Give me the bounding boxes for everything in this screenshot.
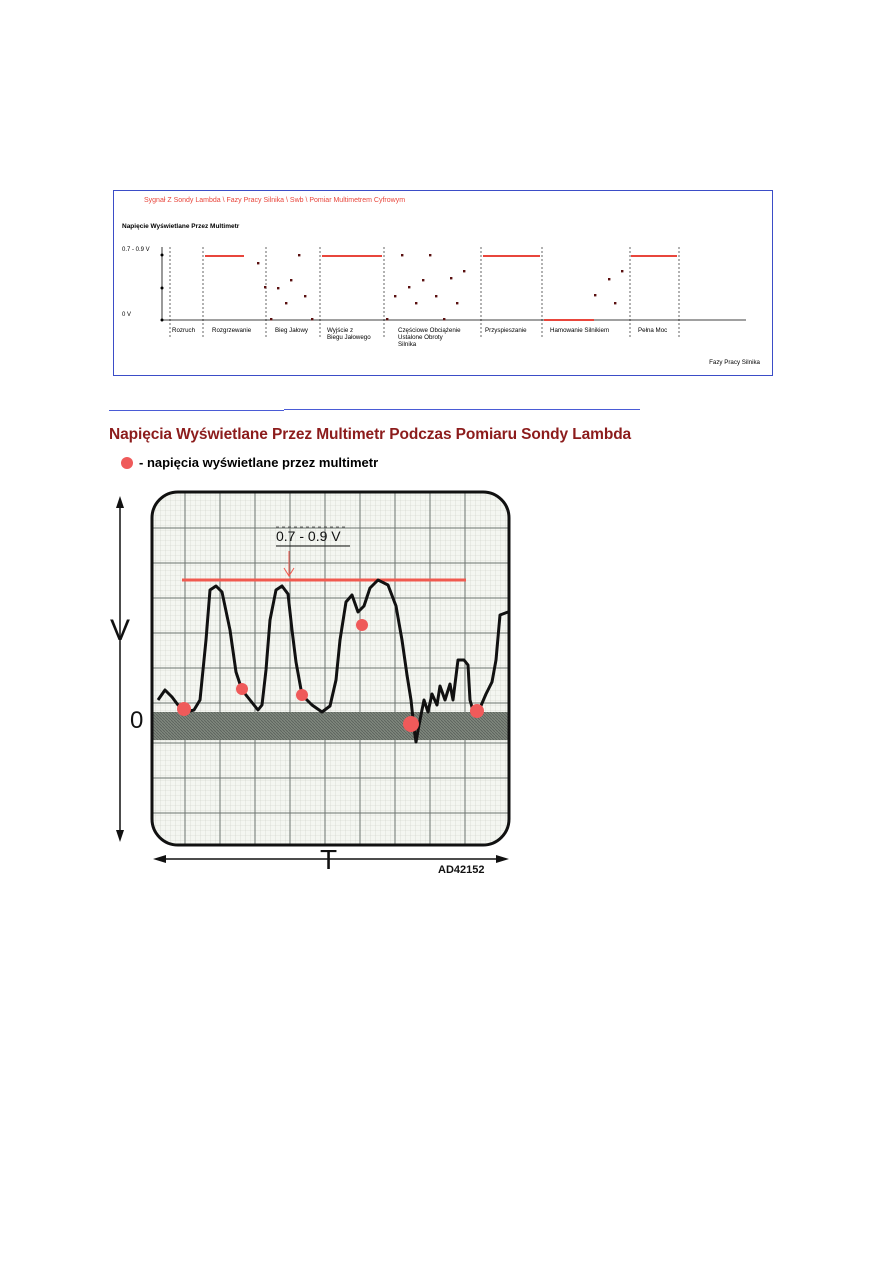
reading-marker bbox=[177, 702, 191, 716]
scope-title: Napięcia Wyświetlane Przez Multimetr Podczas Pomiaru Sondy Lambda bbox=[109, 426, 632, 443]
legend-text: - napięcia wyświetlane przez multimetr bbox=[139, 455, 379, 470]
phase-label-pelna-moc: Pełna Moc bbox=[638, 327, 668, 334]
figure-code: AD42152 bbox=[438, 864, 485, 876]
phase-label-przyspieszanie: Przyspieszanie bbox=[485, 327, 527, 334]
x-axis-label: Fazy Pracy Silnika bbox=[709, 359, 760, 366]
scope-annotation: 0.7 - 0.9 V bbox=[276, 528, 341, 544]
phase-label-bieg-jalowy: Bieg Jałowy bbox=[275, 327, 309, 334]
y-axis-label: Napięcie Wyświetlane Przez Multimetr bbox=[122, 223, 240, 230]
t-axis-arrow-right-icon bbox=[496, 855, 509, 863]
reading-marker bbox=[296, 689, 308, 701]
zero-band bbox=[152, 712, 509, 740]
reading-marker bbox=[470, 704, 484, 718]
v-axis-label: V bbox=[110, 614, 131, 647]
phase-label-czesciowe-obciazenie: Częściowe Obciążenie Ustalone Obroty Silnika bbox=[398, 327, 461, 348]
t-axis-label: T bbox=[320, 844, 338, 875]
reading-marker bbox=[403, 716, 419, 732]
v-axis-arrow-down-icon bbox=[116, 830, 124, 842]
t-axis-arrow-left-icon bbox=[153, 855, 166, 863]
y-tick-low: 0 V bbox=[122, 312, 132, 318]
reading-marker bbox=[236, 683, 248, 695]
y-tick-high: 0.7 - 0.9 V bbox=[122, 247, 150, 253]
phase-label-rozruch: Rozruch bbox=[172, 327, 196, 334]
reading-marker bbox=[356, 619, 368, 631]
phase-label-wyjscie: Wyjście z Biegu Jałowego bbox=[327, 327, 371, 341]
zero-axis-label: 0 bbox=[130, 707, 144, 734]
v-axis-arrow-up-icon bbox=[116, 496, 124, 508]
diagram-title: Sygnał Z Sondy Lambda \ Fazy Pracy Silnika \ Swb \ Pomiar Multimetrem Cyfrowym bbox=[144, 197, 406, 204]
scope-screen bbox=[152, 492, 509, 845]
phase-label-rozgrzewanie: Rozgrzewanie bbox=[212, 327, 252, 334]
phase-label-hamowanie: Hamowanie Silnikiem bbox=[550, 327, 610, 334]
